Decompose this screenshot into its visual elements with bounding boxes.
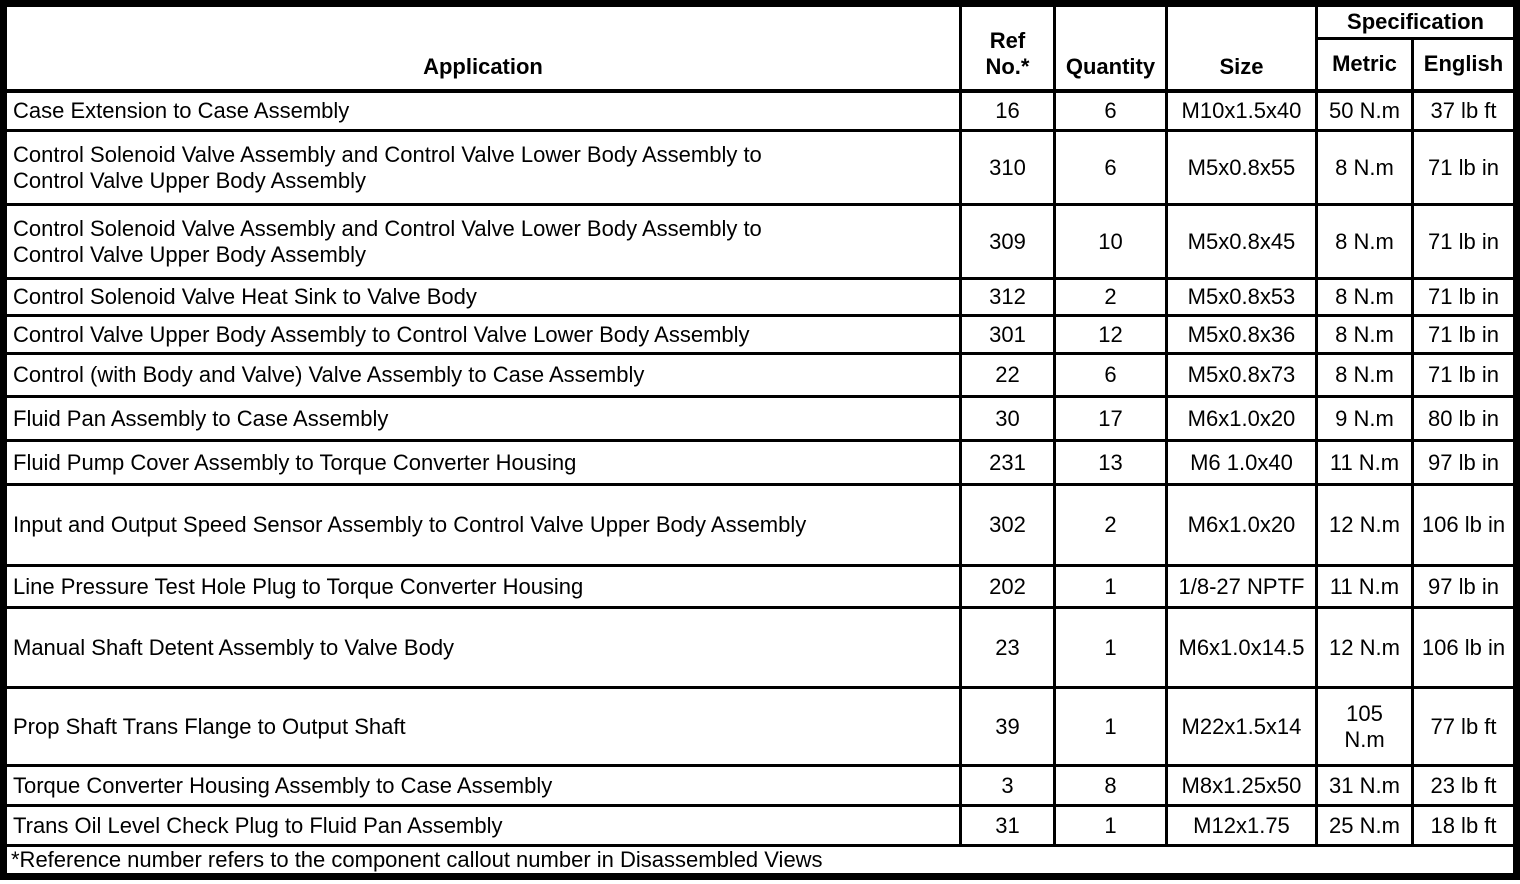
quantity-cell: 13 — [1054, 441, 1166, 485]
quantity-cell: 12 — [1054, 316, 1166, 354]
metric-spec-cell: 25 N.m — [1316, 806, 1412, 846]
ref-no-cell: 310 — [960, 131, 1054, 205]
table-row — [4, 131, 1517, 205]
metric-spec-cell: 11 N.m — [1316, 566, 1412, 608]
application-cell — [4, 806, 961, 846]
table-footer — [4, 846, 1517, 877]
application-cell — [4, 397, 961, 441]
english-spec-cell: 71 lb in — [1412, 354, 1516, 397]
metric-spec-cell: 12 N.m — [1316, 608, 1412, 688]
application-text: Control Solenoid Valve Assembly and Control Valve Lower Body Assembly to Control Valve Upper Body Assembly — [13, 141, 762, 193]
application-cell — [4, 441, 961, 485]
size-cell: M8x1.25x50 — [1166, 766, 1316, 806]
ref-no-cell: 202 — [960, 566, 1054, 608]
ref-no-cell: 309 — [960, 205, 1054, 279]
size-cell: M5x0.8x55 — [1166, 131, 1316, 205]
application-cell — [4, 766, 961, 806]
english-spec-cell: 97 lb in — [1412, 441, 1516, 485]
ref-no-column-header: Ref No.* — [960, 4, 1054, 91]
application-cell — [4, 131, 961, 205]
metric-spec-cell: 8 N.m — [1316, 354, 1412, 397]
application-text: Fluid Pump Cover Assembly to Torque Converter Housing — [13, 449, 577, 475]
ref-no-cell: 22 — [960, 354, 1054, 397]
size-cell: M22x1.5x14 — [1166, 688, 1316, 766]
footnote-text: *Reference number refers to the component callout number in Disassembled Views — [4, 846, 1517, 877]
application-cell — [4, 91, 961, 131]
footnote-row — [4, 846, 1517, 877]
application-text: Manual Shaft Detent Assembly to Valve Body — [13, 634, 455, 660]
metric-spec-cell: 9 N.m — [1316, 397, 1412, 441]
table-header — [4, 4, 1517, 91]
english-spec-cell: 23 lb ft — [1412, 766, 1516, 806]
quantity-cell: 1 — [1054, 566, 1166, 608]
application-text: Case Extension to Case Assembly — [13, 97, 350, 123]
quantity-cell: 6 — [1054, 354, 1166, 397]
ref-no-cell: 3 — [960, 766, 1054, 806]
english-spec-cell: 71 lb in — [1412, 205, 1516, 279]
table-row — [4, 279, 1517, 316]
metric-spec-cell: 31 N.m — [1316, 766, 1412, 806]
table-row — [4, 485, 1517, 566]
metric-spec-cell: 8 N.m — [1316, 316, 1412, 354]
metric-column-header: Metric — [1316, 39, 1412, 91]
quantity-cell: 1 — [1054, 608, 1166, 688]
metric-spec-cell: 105 N.m — [1316, 688, 1412, 766]
application-cell — [4, 279, 961, 316]
application-text: Control (with Body and Valve) Valve Assembly to Case Assembly — [13, 362, 645, 387]
size-cell: M5x0.8x73 — [1166, 354, 1316, 397]
quantity-cell: 17 — [1054, 397, 1166, 441]
size-cell: M5x0.8x36 — [1166, 316, 1316, 354]
application-cell — [4, 205, 961, 279]
application-column-header: Application — [4, 4, 961, 91]
table-row — [4, 91, 1517, 131]
application-cell — [4, 485, 961, 566]
english-column-header: English — [1412, 39, 1516, 91]
ref-no-cell: 302 — [960, 485, 1054, 566]
ref-no-cell: 301 — [960, 316, 1054, 354]
table-row — [4, 441, 1517, 485]
size-cell: M5x0.8x53 — [1166, 279, 1316, 316]
table-row — [4, 316, 1517, 354]
ref-no-cell: 31 — [960, 806, 1054, 846]
quantity-cell: 8 — [1054, 766, 1166, 806]
english-spec-cell: 71 lb in — [1412, 279, 1516, 316]
metric-spec-cell: 12 N.m — [1316, 485, 1412, 566]
ref-no-cell: 312 — [960, 279, 1054, 316]
size-cell: 1/8-27 NPTF — [1166, 566, 1316, 608]
quantity-cell: 6 — [1054, 131, 1166, 205]
application-cell — [4, 688, 961, 766]
size-cell: M6 1.0x40 — [1166, 441, 1316, 485]
metric-spec-cell: 11 N.m — [1316, 441, 1412, 485]
metric-spec-cell: 8 N.m — [1316, 279, 1412, 316]
application-text: Control Valve Upper Body Assembly to Control Valve Lower Body Assembly — [13, 321, 750, 347]
english-spec-cell: 97 lb in — [1412, 566, 1516, 608]
size-cell: M10x1.5x40 — [1166, 91, 1316, 131]
application-cell — [4, 354, 961, 397]
english-spec-cell: 37 lb ft — [1412, 91, 1516, 131]
size-cell: M12x1.75 — [1166, 806, 1316, 846]
quantity-cell: 2 — [1054, 485, 1166, 566]
ref-no-cell: 39 — [960, 688, 1054, 766]
table-row — [4, 766, 1517, 806]
application-text: Torque Converter Housing Assembly to Case Assembly — [13, 772, 553, 798]
ref-no-cell: 231 — [960, 441, 1054, 485]
quantity-column-header: Quantity — [1054, 4, 1166, 91]
english-spec-cell: 71 lb in — [1412, 131, 1516, 205]
table-row — [4, 688, 1517, 766]
quantity-cell: 1 — [1054, 688, 1166, 766]
english-spec-cell: 106 lb in — [1412, 608, 1516, 688]
quantity-cell: 2 — [1054, 279, 1166, 316]
table-row — [4, 608, 1517, 688]
table-row — [4, 566, 1517, 608]
application-text: Trans Oil Level Check Plug to Fluid Pan Assembly — [13, 812, 503, 838]
metric-spec-cell: 8 N.m — [1316, 131, 1412, 205]
table-row — [4, 205, 1517, 279]
ref-no-cell: 16 — [960, 91, 1054, 131]
english-spec-cell: 80 lb in — [1412, 397, 1516, 441]
english-spec-cell: 106 lb in — [1412, 485, 1516, 566]
quantity-cell: 6 — [1054, 91, 1166, 131]
application-cell — [4, 566, 961, 608]
english-spec-cell: 71 lb in — [1412, 316, 1516, 354]
size-cell: M6x1.0x20 — [1166, 485, 1316, 566]
english-spec-cell: 18 lb ft — [1412, 806, 1516, 846]
application-cell — [4, 316, 961, 354]
metric-spec-cell: 8 N.m — [1316, 205, 1412, 279]
application-text: Input and Output Speed Sensor Assembly to Control Valve Upper Body Assembly — [13, 512, 807, 537]
ref-no-cell: 23 — [960, 608, 1054, 688]
application-text: Prop Shaft Trans Flange to Output Shaft — [13, 713, 406, 739]
size-cell: M5x0.8x45 — [1166, 205, 1316, 279]
size-column-header: Size — [1166, 4, 1316, 91]
application-text: Control Solenoid Valve Heat Sink to Valve Body — [13, 284, 477, 309]
size-cell: M6x1.0x14.5 — [1166, 608, 1316, 688]
quantity-cell: 10 — [1054, 205, 1166, 279]
application-text: Line Pressure Test Hole Plug to Torque Converter Housing — [13, 573, 584, 599]
table-row — [4, 806, 1517, 846]
ref-no-cell: 30 — [960, 397, 1054, 441]
table-row — [4, 397, 1517, 441]
metric-spec-cell: 50 N.m — [1316, 91, 1412, 131]
quantity-cell: 1 — [1054, 806, 1166, 846]
size-cell: M6x1.0x20 — [1166, 397, 1316, 441]
application-text: Control Solenoid Valve Assembly and Control Valve Lower Body Assembly to Control Valve Upper Body Assembly — [13, 215, 762, 267]
application-cell — [4, 608, 961, 688]
table-row — [4, 354, 1517, 397]
application-text: Fluid Pan Assembly to Case Assembly — [13, 405, 389, 431]
table-body — [4, 91, 1517, 846]
specification-column-header: Specification — [1316, 4, 1516, 39]
english-spec-cell: 77 lb ft — [1412, 688, 1516, 766]
